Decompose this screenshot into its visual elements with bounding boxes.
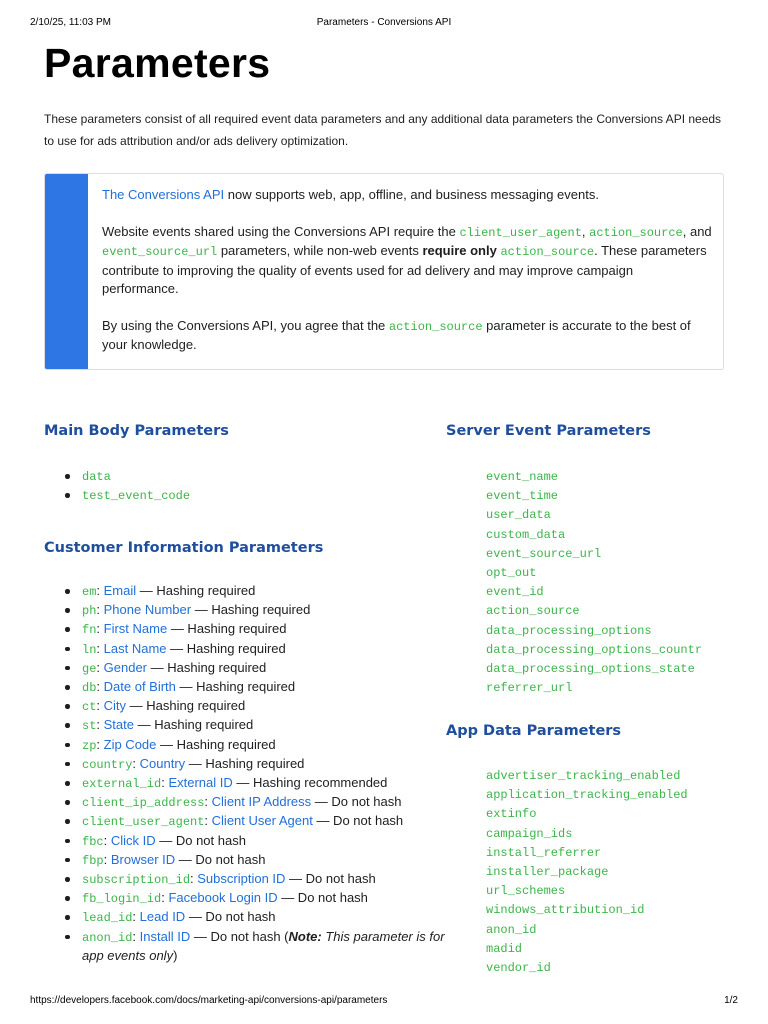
hashing-note: — Do not hash	[155, 832, 246, 848]
param-referrer-url[interactable]: referrer_url	[486, 681, 573, 696]
param-name-link[interactable]: First Name	[103, 621, 168, 637]
list-item: lead_id: Lead ID — Do not hash	[82, 908, 447, 927]
param-url-schemes[interactable]: url_schemes	[486, 884, 566, 899]
list-item: ge: Gender — Hashing required	[82, 659, 447, 678]
param-name-link[interactable]: Client User Agent	[211, 813, 313, 829]
list-item: ph: Phone Number — Hashing required	[82, 601, 447, 620]
hashing-note: — Do not hash	[185, 909, 276, 925]
param-name-link[interactable]: Client IP Address	[211, 794, 312, 810]
list-item	[486, 505, 756, 524]
param-name-link[interactable]: Gender	[103, 659, 148, 675]
list-item	[486, 862, 756, 881]
list-item: fn: First Name — Hashing required	[82, 620, 447, 639]
param-subscription-id: subscription_id	[82, 873, 191, 888]
callout-text: , and	[682, 223, 712, 239]
list-item	[82, 486, 190, 505]
intro-paragraph: These parameters consist of all required event data parameters and any additional data parameters the Conversions API needs to use for ads attribution and/or ads delivery optimization.	[44, 112, 722, 148]
param-client-user-agent: client_user_agent	[82, 815, 205, 830]
hashing-note: — Hashing required	[175, 679, 296, 695]
list-item: fbp: Browser ID — Do not hash	[82, 851, 447, 870]
callout-accent-bar	[45, 174, 88, 369]
hashing-note: — Hashing recommended	[232, 775, 388, 791]
list-item: zp: Zip Code — Hashing required	[82, 736, 447, 755]
param-lead-id: lead_id	[82, 911, 133, 926]
list-item: client_ip_address: Client IP Address — Do not hash	[82, 793, 447, 812]
list-item: st: State — Hashing required	[82, 716, 447, 735]
param-test-event-code[interactable]: test_event_code	[82, 489, 191, 504]
hashing-note: — Hashing required	[136, 583, 256, 598]
callout-text: ,	[581, 223, 590, 239]
hashing-note: — Hashing required	[134, 717, 254, 733]
main-body-parameters-title: Main Body Parameters	[44, 423, 229, 439]
param-advertiser-tracking-enabled[interactable]: advertiser_tracking_enabled	[486, 769, 681, 783]
hashing-note: — Hashing required	[147, 659, 267, 675]
param-anon-id[interactable]: anon_id	[486, 922, 537, 937]
param-data-processing-options-state[interactable]: data_processing_options_state	[486, 662, 695, 677]
param-opt-out[interactable]: opt_out	[486, 566, 537, 581]
list-item: anon_id: Install ID — Do not hash (Note: This parameter is for app events only)	[82, 928, 447, 965]
hashing-note: — Do not hash	[311, 794, 402, 810]
param-name-link[interactable]: Browser ID	[110, 851, 176, 867]
param-name-link[interactable]: External ID	[168, 775, 233, 791]
param-custom-data[interactable]: custom_data	[486, 527, 566, 542]
param-event-time[interactable]: event_time	[486, 489, 559, 504]
param-name-link[interactable]: Click ID	[110, 832, 156, 848]
hashing-note: — Do not hash	[277, 890, 368, 906]
hashing-note: — Do not hash (	[190, 928, 289, 944]
list-item	[486, 563, 756, 582]
print-doc-title: Parameters - Conversions API	[316, 17, 452, 28]
hashing-note: — Hashing required	[156, 736, 276, 752]
param-em: em	[82, 585, 97, 599]
print-datetime: 2/10/25, 11:03 PM	[30, 17, 111, 28]
param-anon-id: anon_id	[82, 930, 133, 945]
param-application-tracking-enabled[interactable]: application_tracking_enabled	[486, 788, 688, 803]
param-name-link[interactable]: Email	[103, 583, 137, 598]
callout-text: . These parameters contribute to improving the quality of events used for ad delivery and may improve campaign performance.	[102, 243, 707, 296]
callout-paragraph-2	[102, 223, 712, 299]
app-data-parameters-title: App Data Parameters	[446, 723, 622, 739]
param-installer-package[interactable]: installer_package	[486, 865, 609, 880]
list-item	[486, 621, 756, 640]
list-item	[486, 824, 756, 843]
list-item	[486, 766, 756, 785]
param-data[interactable]: data	[82, 470, 111, 484]
param-name-link[interactable]: Phone Number	[103, 602, 192, 618]
list-item	[486, 900, 756, 919]
list-item: ct: City — Hashing required	[82, 697, 447, 716]
list-item	[486, 785, 756, 804]
callout-body	[102, 186, 712, 373]
hashing-note: — Do not hash	[285, 871, 376, 887]
list-item	[486, 525, 756, 544]
param-zp: zp	[82, 738, 97, 753]
list-item	[486, 467, 756, 486]
callout-paragraph-3	[102, 317, 712, 355]
callout-text: By using the Conversions API, you agree that the	[102, 317, 389, 333]
print-url: https://developers.facebook.com/docs/marketing-api/conversions-api/parameters	[30, 995, 388, 1006]
list-item	[486, 486, 756, 505]
code-action-source: action_source	[388, 319, 483, 334]
customer-information-parameters-list	[44, 582, 447, 965]
param-data-processing-options-countr[interactable]: data_processing_options_countr	[486, 642, 703, 657]
param-ln: ln	[82, 642, 97, 657]
list-item	[486, 843, 756, 862]
param-country: country	[82, 757, 133, 772]
list-item: fb_login_id: Facebook Login ID — Do not hash	[82, 889, 447, 908]
param-name-link[interactable]: City	[103, 698, 127, 714]
list-item: ln: Last Name — Hashing required	[82, 640, 447, 659]
callout-text: parameters, while non-web events	[217, 243, 423, 258]
list-item	[486, 544, 756, 563]
param-name-link[interactable]: Zip Code	[103, 736, 157, 752]
hashing-note: — Hashing required	[167, 621, 287, 637]
code-event-source-url: event_source_url	[102, 245, 218, 259]
param-name-link[interactable]: Install ID	[139, 928, 191, 944]
param-name-link[interactable]: Lead ID	[139, 909, 186, 925]
list-item: client_user_agent: Client User Agent — Do not hash	[82, 812, 447, 831]
param-name-link[interactable]: Subscription ID	[197, 871, 286, 887]
list-item	[82, 467, 190, 486]
param-extinfo[interactable]: extinfo	[486, 807, 537, 822]
app-data-parameters-list	[448, 766, 756, 977]
list-item	[486, 804, 756, 823]
param-st: st	[82, 719, 97, 734]
param-name-link[interactable]: Date of Birth	[103, 679, 176, 695]
param-vendor-id[interactable]: vendor_id	[486, 961, 551, 976]
list-item	[486, 582, 756, 601]
list-item	[486, 659, 756, 678]
param-action-source[interactable]: action_source	[486, 604, 580, 619]
param-external-id: external_id	[82, 777, 162, 792]
list-item	[486, 881, 756, 900]
callout-paragraph-1	[102, 186, 712, 205]
list-item	[486, 640, 756, 659]
server-event-parameters-list	[448, 467, 756, 697]
list-item: country: Country — Hashing required	[82, 755, 447, 774]
param-client-ip-address: client_ip_address	[82, 796, 205, 811]
param-ct: ct	[82, 700, 97, 715]
main-body-parameters-list	[44, 467, 190, 505]
list-item	[486, 601, 756, 620]
param-user-data[interactable]: user_data	[486, 508, 551, 523]
code-action-source: action_source	[500, 245, 595, 259]
callout-text: Website events shared using the Conversions API require the	[102, 223, 460, 239]
hashing-note: — Hashing required	[126, 698, 246, 714]
hashing-note: — Hashing required	[185, 755, 305, 771]
print-page-number: 1/2	[724, 995, 738, 1006]
require-only-text: require only	[422, 243, 497, 258]
param-ge: ge	[82, 661, 97, 676]
param-madid[interactable]: madid	[486, 941, 523, 956]
param-event-name[interactable]: event_name	[486, 470, 559, 484]
param-fbc: fbc	[82, 834, 104, 849]
code-client-user-agent: client_user_agent	[459, 225, 582, 240]
list-item	[486, 939, 756, 958]
param-fbp: fbp	[82, 853, 104, 868]
note-body: This parameter is for app events only	[82, 928, 445, 963]
hashing-note: — Hashing required	[191, 602, 311, 618]
param-event-id[interactable]: event_id	[486, 585, 544, 600]
param-fn: fn	[82, 623, 97, 638]
server-event-parameters-title: Server Event Parameters	[446, 423, 651, 439]
param-event-source-url[interactable]: event_source_url	[486, 546, 602, 561]
list-item: external_id: External ID — Hashing recommended	[82, 774, 447, 793]
param-data-processing-options[interactable]: data_processing_options	[486, 623, 652, 638]
param-ph: ph	[82, 604, 97, 619]
callout-text: now supports web, app, offline, and business messaging events.	[224, 187, 599, 202]
hashing-note: — Do not hash	[312, 813, 404, 829]
note-label: Note:	[288, 928, 322, 944]
info-callout	[44, 173, 724, 370]
page-title: Parameters	[44, 40, 271, 86]
param-install-referrer[interactable]: install_referrer	[486, 845, 602, 860]
conversions-api-link[interactable]: The Conversions API	[102, 187, 225, 202]
code-action-source: action_source	[589, 225, 683, 240]
param-name-link[interactable]: State	[103, 717, 134, 733]
list-item	[486, 958, 756, 977]
list-item: subscription_id: Subscription ID — Do not hash	[82, 870, 447, 889]
list-item: fbc: Click ID — Do not hash	[82, 832, 447, 851]
list-item: db: Date of Birth — Hashing required	[82, 678, 447, 697]
param-fb-login-id: fb_login_id	[82, 892, 162, 907]
customer-information-parameters-title: Customer Information Parameters	[44, 540, 324, 556]
hashing-note: — Hashing required	[166, 640, 286, 656]
param-db: db	[82, 681, 97, 696]
callout-text: parameter is accurate to the best of your knowledge.	[102, 317, 691, 352]
param-name-link[interactable]: Facebook Login ID	[168, 890, 278, 906]
param-campaign-ids[interactable]: campaign_ids	[486, 826, 573, 841]
param-windows-attribution-id[interactable]: windows_attribution_id	[486, 903, 645, 918]
note-close: )	[173, 947, 178, 963]
hashing-note: — Do not hash	[175, 851, 266, 867]
list-item	[486, 678, 756, 697]
param-name-link[interactable]: Last Name	[103, 640, 167, 656]
list-item: em: Email — Hashing required	[82, 582, 447, 601]
param-name-link[interactable]: Country	[139, 755, 186, 771]
list-item	[486, 920, 756, 939]
